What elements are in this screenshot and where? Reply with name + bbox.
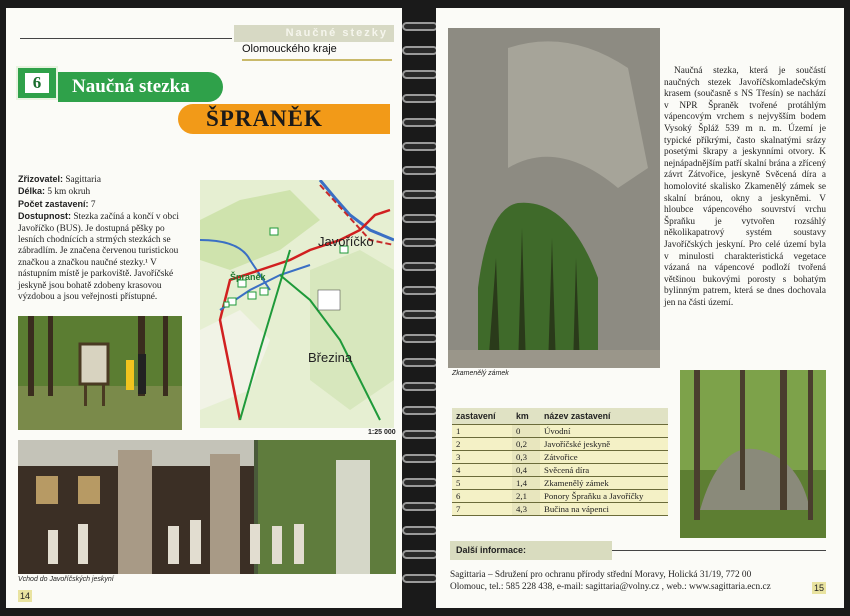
binding-ring xyxy=(402,310,438,319)
more-info-rule xyxy=(612,550,826,551)
stop-km: 2,1 xyxy=(512,490,540,503)
stop-number: 4 xyxy=(452,464,512,477)
stone-gate-image xyxy=(448,28,660,368)
stop-km: 0,4 xyxy=(512,464,540,477)
stop-number: 3 xyxy=(452,451,512,464)
col-name: název zastavení xyxy=(540,408,668,425)
binding-ring xyxy=(402,118,438,127)
binding-ring xyxy=(402,94,438,103)
stop-km: 4,3 xyxy=(512,503,540,516)
binding-ring xyxy=(402,550,438,559)
founder-label: Zřizovatel: xyxy=(18,174,64,184)
stop-name: Zkamenělý zámek xyxy=(540,477,668,490)
more-info-label: Další informace: xyxy=(450,541,612,560)
binding-ring xyxy=(402,478,438,487)
caption-cave-entrance: Vchod do Javoříčských jeskyní xyxy=(18,576,114,583)
region-rule xyxy=(242,59,392,61)
stops-label: Počet zastavení: xyxy=(18,198,89,209)
table-row xyxy=(452,438,668,451)
map-label-spranek: Špraněk xyxy=(230,272,266,282)
table-row xyxy=(452,464,668,477)
cave-entrance-photo xyxy=(18,440,396,574)
stop-number: 5 xyxy=(452,477,512,490)
rock-forest-image xyxy=(680,370,826,538)
trail-name: ŠPRANĚK xyxy=(178,104,390,134)
forest-trail-photo xyxy=(18,316,182,430)
founder-value: Sagittaria xyxy=(65,175,101,185)
stop-number: 2 xyxy=(452,438,512,451)
trail-map-graphic xyxy=(200,180,394,428)
trail-title: Naučná stezka xyxy=(58,72,223,102)
binding-ring xyxy=(402,166,438,175)
trail-description: Naučná stezka, která je součástí naučných stezek Javoříčskomladečským krasem (současně s NS Třesín) se nachází v NPR Špraněk tvořené protáhlým vápencovým vrchem s nejvyšším bodem Vysoký Špláž 539 m n. m. Území je typické příkrými, často skalnatými srázy posetými škrapy a jeskynními otvory. K nejnápadnějším patří skalní brána a zřícený závrt Zátvořice, jeskyně Svěcená díra a homolovité skalisko Zkamenělý zámek se skalní bránou, okny a jeskyněmi. V hloubce vápencového souvrství vrchu Špraňku je vytvořen rozsáhlý několikapatrový systém soustavy Javoříčských jeskyní. Pro celé území byla v minulosti charakteristická vegetace vázaná na vápencové podloží tvořená většinou bukovými porosty s bohatým bylinným patrem, která se dnes dochovala jen na části území. xyxy=(664,66,826,308)
trail-info xyxy=(18,174,190,303)
right-page xyxy=(436,8,844,608)
binding-ring xyxy=(402,574,438,583)
stop-name: Svěcená díra xyxy=(540,464,668,477)
contact-line-1: Sagittaria – Sdružení pro ochranu přírody střední Moravy, Holická 31/19, 772 00 xyxy=(450,570,752,580)
binding-ring xyxy=(402,142,438,151)
stops-value: 7 xyxy=(90,199,96,210)
trail-map xyxy=(200,180,394,428)
stop-name: Zátvořice xyxy=(540,451,668,464)
access-label: Dostupnost: xyxy=(18,211,71,222)
page-number-left: 14 xyxy=(19,591,30,601)
col-km: km xyxy=(512,408,540,425)
caption-zamek: Zkamenělý zámek xyxy=(452,370,509,377)
binding-ring xyxy=(402,22,438,31)
binding-ring xyxy=(402,526,438,535)
binding-ring xyxy=(402,286,438,295)
trail-number-badge xyxy=(16,66,58,100)
stop-km: 0,2 xyxy=(512,438,540,451)
binding-ring xyxy=(402,334,438,343)
rock-forest-photo xyxy=(680,370,826,538)
stop-name: Javoříčské jeskyně xyxy=(540,438,668,451)
stops-table xyxy=(452,408,668,516)
stop-number: 6 xyxy=(452,490,512,503)
stop-number: 1 xyxy=(452,425,512,438)
page-number-right: 15 xyxy=(813,583,824,593)
stone-gate-photo xyxy=(448,28,660,368)
spiral-binding xyxy=(400,8,440,608)
stop-km: 0,3 xyxy=(512,451,540,464)
binding-ring xyxy=(402,190,438,199)
binding-ring xyxy=(402,454,438,463)
left-page xyxy=(6,8,402,608)
binding-ring xyxy=(402,46,438,55)
table-row xyxy=(452,477,668,490)
stop-name: Úvodní xyxy=(540,425,668,438)
stop-name: Bučina na vápenci xyxy=(540,503,668,516)
table-row xyxy=(452,490,668,503)
map-scale: 1:25 000 xyxy=(368,429,396,436)
table-row xyxy=(452,503,668,516)
contact-info xyxy=(450,569,771,593)
map-label-javoricko: Javoříčko xyxy=(318,234,374,249)
col-stop: zastavení xyxy=(452,408,512,425)
stop-name: Ponory Špraňku a Javoříčky xyxy=(540,490,668,503)
trail-number: 6 xyxy=(25,73,49,93)
cave-entrance-image xyxy=(18,440,396,574)
binding-ring xyxy=(402,430,438,439)
map-label-brezina: Březina xyxy=(308,350,353,365)
binding-ring xyxy=(402,382,438,391)
length-label: Délka: xyxy=(18,186,46,197)
length-value: 5 km okruh xyxy=(47,187,91,198)
stop-km: 1,4 xyxy=(512,477,540,490)
series-title: Naučné stezky xyxy=(234,25,394,42)
binding-ring xyxy=(402,238,438,247)
binding-ring xyxy=(402,214,438,223)
stop-number: 7 xyxy=(452,503,512,516)
forest-trail-image xyxy=(18,316,182,430)
table-row xyxy=(452,425,668,438)
header-rule xyxy=(20,38,232,39)
region-title: Olomouckého kraje xyxy=(242,43,337,55)
table-row xyxy=(452,451,668,464)
stops-table-header xyxy=(452,408,668,425)
binding-ring xyxy=(402,70,438,79)
binding-ring xyxy=(402,406,438,415)
stop-km: 0 xyxy=(512,425,540,438)
binding-ring xyxy=(402,262,438,271)
access-text: Stezka začíná a končí v obci Javoříčko (BUS). Je dostupná pěšky po lesních chodnících a strmých stezkách se zábradlím. Je značena červenou turistickou značkou a značkou naučné stezky.¹ V nástupním místě je parkoviště. Javoříčské jeskyně jsou bohatě zdobeny krasovou výzdobou a jsou veřejnosti přístupné. xyxy=(18,212,179,303)
contact-line-2: Olomouc, tel.: 585 228 438, e-mail: sagittaria@volny.cz , web.: www.sagittaria.ecn.cz xyxy=(450,582,771,592)
binding-ring xyxy=(402,358,438,367)
binding-ring xyxy=(402,502,438,511)
